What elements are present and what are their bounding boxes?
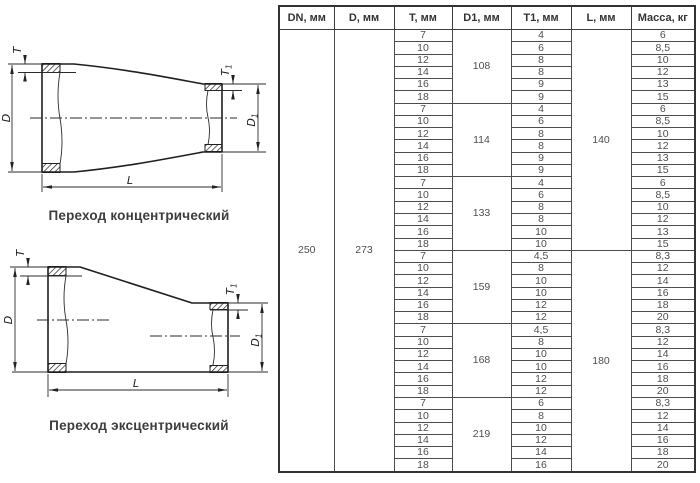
label-L: L [132, 377, 140, 390]
wall-hatch [48, 364, 66, 373]
cell-d1: 108 [452, 30, 511, 104]
column-header: DN, мм [279, 6, 334, 30]
cell-t1: 8 [511, 410, 571, 422]
cell-mass: 18 [631, 299, 695, 311]
cell-t: 10 [394, 263, 452, 275]
cell-t: 12 [394, 54, 452, 66]
cell-t1: 6 [511, 42, 571, 54]
cell-t: 14 [394, 140, 452, 152]
cell-t: 16 [394, 447, 452, 459]
wall-hatch [205, 84, 222, 91]
cell-t1: 9 [511, 152, 571, 164]
break-line [212, 310, 215, 365]
eccentric-reducer-diagram [0, 240, 278, 483]
cell-mass: 20 [631, 459, 695, 472]
cell-mass: 8,3 [631, 324, 695, 336]
cell-mass: 14 [631, 348, 695, 360]
cell-mass: 8,5 [631, 189, 695, 201]
cell-t: 18 [394, 238, 452, 250]
cell-t: 18 [394, 459, 452, 472]
cell-t: 16 [394, 79, 452, 91]
label-T1: $T_1$ [219, 64, 234, 76]
cell-mass: 12 [631, 140, 695, 152]
cell-t: 12 [394, 348, 452, 360]
cell-mass: 8,5 [631, 42, 695, 54]
cell-t: 14 [394, 434, 452, 446]
label-T: T [14, 249, 27, 257]
cell-t: 14 [394, 287, 452, 299]
cell-t: 16 [394, 299, 452, 311]
cell-mass: 12 [631, 66, 695, 78]
cell-t1: 8 [511, 263, 571, 275]
cell-mass: 12 [631, 213, 695, 225]
cell-t1: 12 [511, 385, 571, 397]
column-header: L, мм [571, 6, 631, 30]
cell-mass: 20 [631, 312, 695, 324]
cell-mass: 10 [631, 128, 695, 140]
column-header: D1, мм [452, 6, 511, 30]
cell-d1: 168 [452, 324, 511, 398]
cell-mass: 8,3 [631, 397, 695, 409]
label-D1: $D_1$ [245, 113, 260, 127]
cell-t1: 12 [511, 299, 571, 311]
cell-t1: 8 [511, 213, 571, 225]
column-header: D, мм [334, 6, 394, 30]
table-row [279, 30, 695, 42]
reducer-body [48, 267, 228, 372]
cell-t1: 9 [511, 79, 571, 91]
cell-t: 12 [394, 201, 452, 213]
label-D: D [2, 315, 15, 325]
cell-t1: 10 [511, 348, 571, 360]
cell-t: 12 [394, 128, 452, 140]
cell-t1: 6 [511, 189, 571, 201]
cell-mass: 16 [631, 434, 695, 446]
cell-d: 273 [334, 30, 394, 473]
cell-t1: 8 [511, 66, 571, 78]
cell-mass: 6 [631, 30, 695, 42]
cell-t1: 4 [511, 103, 571, 115]
cell-d1: 133 [452, 177, 511, 251]
column-header: T, мм [394, 6, 452, 30]
cell-t1: 8 [511, 140, 571, 152]
cell-t: 18 [394, 91, 452, 103]
cell-mass: 8,5 [631, 115, 695, 127]
cell-mass: 20 [631, 385, 695, 397]
label-T1: $T_1$ [224, 283, 239, 295]
cell-mass: 13 [631, 79, 695, 91]
break-line [207, 91, 210, 145]
cell-t: 7 [394, 103, 452, 115]
cell-mass: 10 [631, 54, 695, 66]
cell-t1: 6 [511, 115, 571, 127]
concentric-diagram-title: Переход концентрический [48, 208, 230, 223]
cell-t: 10 [394, 115, 452, 127]
column-header: T1, мм [511, 6, 571, 30]
label-D1: $D_1$ [249, 333, 264, 347]
cell-mass: 15 [631, 238, 695, 250]
cell-mass: 15 [631, 91, 695, 103]
cell-mass: 8,3 [631, 250, 695, 262]
cell-t1: 12 [511, 373, 571, 385]
cell-t1: 16 [511, 459, 571, 472]
cell-t: 7 [394, 177, 452, 189]
cell-t: 14 [394, 66, 452, 78]
cell-t: 7 [394, 397, 452, 409]
wall-hatch [210, 366, 228, 373]
cell-l: 140 [571, 30, 631, 251]
spec-table-container [278, 5, 694, 473]
cell-t: 16 [394, 226, 452, 238]
cell-t: 10 [394, 410, 452, 422]
cell-mass: 10 [631, 201, 695, 213]
cell-mass: 6 [631, 177, 695, 189]
cell-t1: 10 [511, 238, 571, 250]
cell-l: 180 [571, 250, 631, 472]
cell-t: 18 [394, 312, 452, 324]
cell-t1: 4 [511, 30, 571, 42]
wall-hatch [205, 145, 222, 152]
cell-t1: 10 [511, 275, 571, 287]
cell-t: 7 [394, 250, 452, 262]
wall-hatch [210, 303, 228, 310]
cell-mass: 14 [631, 275, 695, 287]
cell-mass: 15 [631, 164, 695, 176]
cell-t1: 10 [511, 422, 571, 434]
cell-t1: 4,5 [511, 250, 571, 262]
cell-t: 7 [394, 30, 452, 42]
cell-t1: 8 [511, 336, 571, 348]
cell-t1: 9 [511, 91, 571, 103]
cell-d1: 219 [452, 397, 511, 472]
cell-mass: 12 [631, 336, 695, 348]
cell-t: 14 [394, 213, 452, 225]
cell-t1: 8 [511, 54, 571, 66]
cell-t: 18 [394, 164, 452, 176]
cell-t: 10 [394, 189, 452, 201]
cell-t1: 4,5 [511, 324, 571, 336]
cell-t1: 4 [511, 177, 571, 189]
cell-d1: 159 [452, 250, 511, 324]
cell-t: 12 [394, 275, 452, 287]
cell-d1: 114 [452, 103, 511, 177]
cell-mass: 13 [631, 226, 695, 238]
cell-mass: 18 [631, 447, 695, 459]
cell-mass: 18 [631, 373, 695, 385]
cell-t: 14 [394, 361, 452, 373]
cell-dn: 250 [279, 30, 334, 473]
cell-mass: 16 [631, 287, 695, 299]
cell-t1: 12 [511, 312, 571, 324]
label-L: L [126, 174, 134, 187]
cell-mass: 12 [631, 263, 695, 275]
eccentric-diagram-title: Переход эксцентрический [49, 418, 229, 433]
label-D: D [0, 113, 13, 123]
cell-mass: 12 [631, 410, 695, 422]
cell-t: 16 [394, 373, 452, 385]
cell-mass: 13 [631, 152, 695, 164]
cell-t: 16 [394, 152, 452, 164]
cell-t: 18 [394, 385, 452, 397]
cell-t1: 10 [511, 361, 571, 373]
cell-t1: 6 [511, 397, 571, 409]
cell-t: 12 [394, 422, 452, 434]
cell-t1: 8 [511, 201, 571, 213]
concentric-reducer-diagram [0, 0, 278, 240]
cell-t1: 14 [511, 447, 571, 459]
wall-hatch [42, 164, 60, 173]
cell-mass: 16 [631, 361, 695, 373]
cell-t1: 12 [511, 434, 571, 446]
cell-t1: 9 [511, 164, 571, 176]
spec-table [278, 5, 696, 473]
cell-mass: 14 [631, 422, 695, 434]
cell-t1: 10 [511, 287, 571, 299]
cell-t: 10 [394, 336, 452, 348]
cell-t: 7 [394, 324, 452, 336]
cell-t1: 8 [511, 128, 571, 140]
column-header: Масса, кг [631, 6, 695, 30]
label-T: T [11, 46, 24, 54]
cell-mass: 6 [631, 103, 695, 115]
cell-t1: 10 [511, 226, 571, 238]
cell-t: 10 [394, 42, 452, 54]
header-row [279, 6, 695, 30]
wall-hatch [48, 267, 66, 276]
wall-hatch [42, 64, 60, 73]
